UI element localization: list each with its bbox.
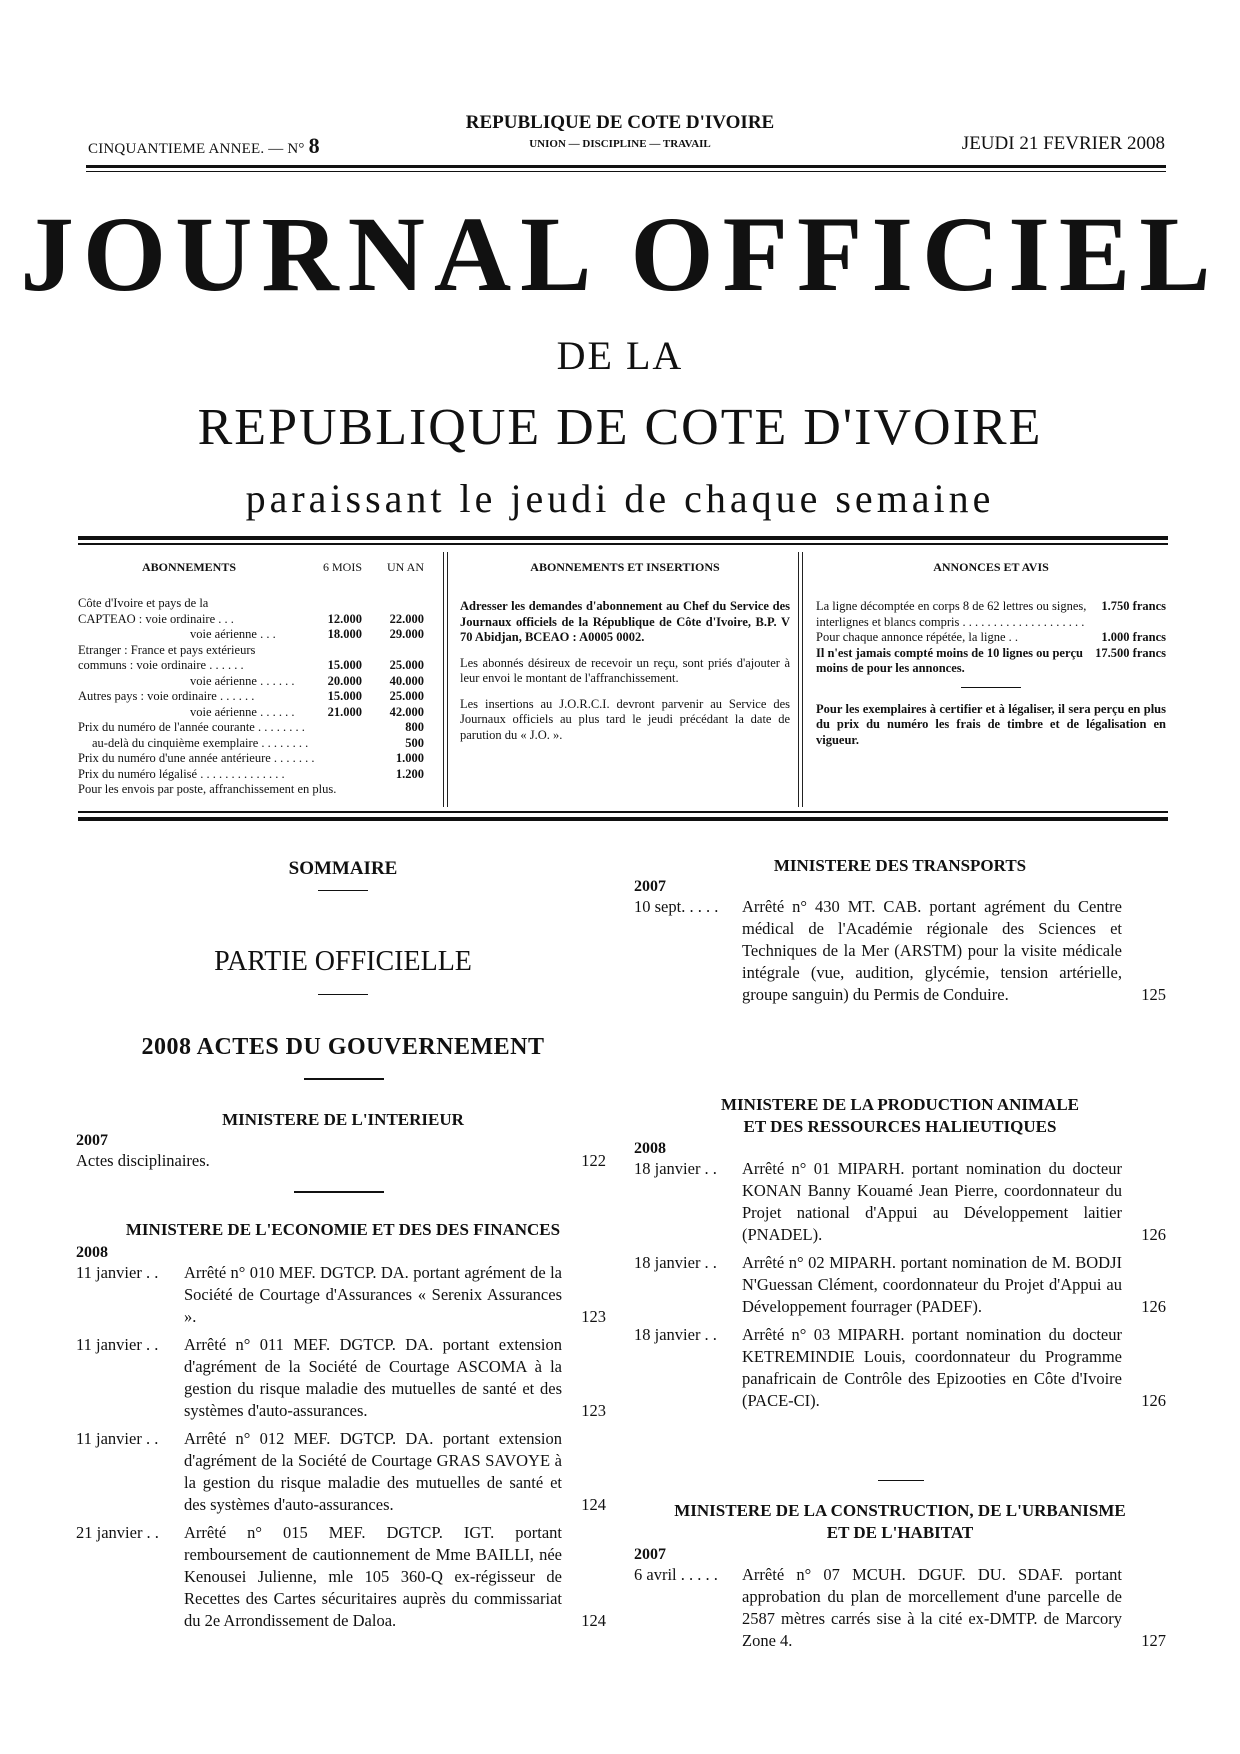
prix-value: 800 [405, 720, 424, 734]
construction-year: 2007 [634, 1546, 666, 1563]
list-item[interactable] [634, 1324, 1166, 1412]
annonces-divider [961, 687, 1021, 688]
tarif-row [78, 689, 424, 705]
actes-gouvernement: 2008 ACTES DU GOUVERNEMENT [141, 1034, 545, 1060]
issue-year-label: CINQUANTIEME ANNEE. — N° [88, 141, 305, 157]
ministere-economie-title: MINISTERE DE L'ECONOMIE ET DES DES FINANCES [125, 1220, 561, 1239]
insertions-address: Adresser les demandes d'abonnement au Chef du Service des Journaux officiels de la République de Côte d'Ivoire, B.P. V 70 Abidjan, BCEAO : A0005 0002. [460, 599, 790, 644]
list-item[interactable] [634, 1252, 1166, 1318]
prix-label: Prix du numéro d'une année antérieure . . . . . . . [78, 751, 315, 765]
partie-officielle: PARTIE OFFICIELLE [214, 946, 472, 977]
entry-text: Arrêté n° 02 MIPARH. portant nomination de M. BODJI N'Guessan Clément, coordonnateur du Projet d'Appui au Développement fourrager (PADEF). [742, 1253, 1122, 1316]
republic-header [440, 112, 800, 150]
production-rule [878, 1480, 924, 1481]
prix-label: Prix du numéro légalisé . . . . . . . . . . . . . . [78, 766, 285, 781]
prix-row [78, 736, 424, 752]
tarif-6mois [300, 643, 362, 659]
entry-date: 11 janvier . . [76, 1263, 159, 1282]
entry-date: 11 janvier . . [76, 1429, 159, 1448]
ministere-transports [634, 878, 1166, 1012]
ministere-interieur [76, 1132, 606, 1172]
envois-note: Pour les envois par poste, affranchissement en plus. [78, 782, 337, 796]
insertions-panel [460, 560, 790, 753]
tarif-row [78, 674, 424, 690]
tarif-6mois: 15.000 [327, 658, 362, 672]
entry-text: Actes disciplinaires. [76, 1151, 210, 1170]
economie-list [76, 1262, 606, 1632]
national-motto: UNION — DISCIPLINE — TRAVAIL [529, 138, 711, 150]
box-rule-top [78, 536, 1168, 540]
issue-number [88, 133, 320, 159]
annonces-legalisation: Pour les exemplaires à certifier et à légaliser, il sera perçu en plus du prix du numéro les frais de timbre et de légalisation en vigueur. [816, 701, 1166, 747]
entry-date: 10 sept. . . . . [634, 897, 719, 916]
abonnements-rows [78, 596, 424, 720]
tarif-label: communs : voie ordinaire . . . . . . [78, 658, 244, 672]
prix-row [78, 767, 424, 783]
col-un-an: UN AN [386, 560, 424, 574]
tarif-6mois: 15.000 [327, 689, 362, 703]
production-title-line1: MINISTERE DE LA PRODUCTION ANIMALE [721, 1095, 1079, 1114]
issue-date: JEUDI 21 FEVRIER 2008 [961, 133, 1165, 154]
tarif-6mois: 12.000 [327, 611, 362, 626]
tarif-row [78, 658, 424, 674]
annonce-ligne-label: La ligne décomptée en corps 8 de 62 lettres ou signes, interlignes et blancs compris . . . . . . . . . . . . . . . . . . . . [816, 599, 1087, 629]
box-rule-bottom [78, 811, 1168, 813]
entry-text: Arrêté n° 01 MIPARH. portant nomination du docteur KONAN Banny Kouamé Jean Pierre, coordonnateur du Projet national d'Appui au Développement laitier (PNADEL). [742, 1159, 1122, 1244]
entry-text: Arrêté n° 012 MEF. DGTCP. DA. portant extension d'agrément de la Société de Courtage GRAS SAVOYE à la gestion du risque maladie des mutuelles de santé et des systèmes d'auto-assurances. [184, 1429, 562, 1514]
box-divider-2b [802, 552, 803, 807]
ministere-production-title [630, 1094, 1170, 1138]
prix-row [78, 720, 424, 736]
annonce-repetee-prix: 1.000 francs [1101, 630, 1166, 644]
tarif-row [78, 612, 424, 628]
ministere-construction-title [630, 1500, 1170, 1544]
partie-rule [318, 994, 368, 995]
tarif-un-an [362, 596, 424, 612]
ministere-production [634, 1140, 1166, 1418]
ministere-construction [634, 1546, 1166, 1658]
insertions-head: ABONNEMENTS ET INSERTIONS [530, 560, 720, 574]
annonce-repetee-label: Pour chaque annonce répétée, la ligne . . [816, 630, 1018, 644]
box-divider-1 [443, 552, 444, 807]
prix-label: Prix du numéro de l'année courante . . . . . . . . [78, 720, 305, 734]
entry-text: Arrêté n° 03 MIPARH. portant nomination du docteur KETREMINDIE Louis, coordonnateur du Programme panafricain de Contrôle des Epizooties en Côte d'Ivoire (PACE-CI). [742, 1325, 1122, 1410]
tarif-un-an: 40.000 [389, 673, 424, 688]
masthead-republic: REPUBLIQUE DE COTE D'IVOIRE [197, 399, 1043, 456]
production-year: 2008 [634, 1140, 666, 1157]
tarif-un-an: 25.000 [389, 658, 424, 672]
annonce-ligne-prix: 1.750 francs [1101, 599, 1166, 613]
tarif-6mois: 20.000 [327, 673, 362, 688]
box-rule-top2 [78, 543, 1168, 545]
prix-value: 500 [405, 735, 424, 750]
insertions-delai: Les insertions au J.O.R.C.I. devront parvenir au Service des Journaux officiels au plus tard le jeudi précédant la date de parution du « J.O. ». [460, 696, 790, 742]
annonces-head: ANNONCES ET AVIS [933, 560, 1049, 574]
list-item[interactable] [76, 1150, 606, 1172]
tarif-row [78, 596, 424, 612]
insertions-recu: Les abonnés désireux de recevoir un reçu, sont priés d'ajouter à leur envoi le montant de l'affranchissement. [460, 655, 790, 685]
tarif-row [78, 705, 424, 721]
entry-date: 11 janvier . . [76, 1335, 159, 1354]
entry-page: 126 [1141, 1391, 1166, 1410]
masthead-subtitle: paraissant le jeudi de chaque semaine [245, 476, 995, 521]
entry-text: Arrêté n° 015 MEF. DGTCP. IGT. portant remboursement de cautionnement de Mme BAILLI, née Kenousei Julienne, mle 105 360-Q ex-régisseur de Recettes des Cartes sécuritaires auprès du commissariat du 2e Arrondissement de Daloa. [184, 1523, 562, 1630]
annonce-minimum-prix: 17.500 francs [1095, 645, 1166, 660]
box-divider-1b [447, 552, 448, 807]
entry-page: 125 [1141, 985, 1166, 1004]
entry-page: 124 [581, 1611, 606, 1630]
entry-text: Arrêté n° 010 MEF. DGTCP. DA. portant agrément de la Société de Courtage d'Assurances « Serenix Assurances ». [184, 1263, 562, 1326]
transports-list [634, 896, 1166, 1006]
entry-page: 122 [581, 1151, 606, 1170]
prix-value: 1.200 [395, 766, 424, 781]
annonce-minimum-label: Il n'est jamais compté moins de 10 lignes ou perçu moins de pour les annonces. [816, 645, 1084, 675]
tarif-un-an [362, 643, 424, 659]
issue-number-value: 8 [308, 133, 320, 158]
entry-text: Arrêté n° 430 MT. CAB. portant agrément du Centre médical de l'Académie régionale des Sciences et Techniques de la Mer (ARSTM) pour la visite médicale intégrale (vue, audition, glycémie, tension artérielle, groupe sanguin) du Permis de Conduire. [742, 897, 1122, 1004]
production-list [634, 1158, 1166, 1412]
tarif-6mois: 18.000 [327, 627, 362, 641]
sommaire-title: SOMMAIRE [288, 858, 398, 879]
masthead-de-la: DE LA [556, 333, 684, 378]
tarif-label: Etranger : France et pays extérieurs [78, 642, 256, 657]
construction-title-line1: MINISTERE DE LA CONSTRUCTION, DE L'URBANISME [674, 1501, 1126, 1520]
prix-label: au-delà du cinquième exemplaire . . . . . . . . [92, 735, 309, 750]
actes-rule [304, 1078, 384, 1080]
tarif-un-an: 22.000 [389, 611, 424, 626]
interieur-year: 2007 [76, 1132, 108, 1149]
list-item[interactable] [76, 1262, 606, 1328]
entry-page: 127 [1141, 1631, 1166, 1650]
republic-name: REPUBLIQUE DE COTE D'IVOIRE [465, 112, 775, 133]
tarif-label: voie aérienne . . . . . . [190, 673, 295, 688]
production-title-line2: ET DES RESSOURCES HALIEUTIQUES [743, 1117, 1057, 1136]
abonnements-panel [78, 560, 424, 798]
entry-page: 123 [581, 1401, 606, 1420]
tarif-un-an: 25.000 [389, 689, 424, 703]
tarif-row [78, 627, 424, 643]
list-item[interactable] [76, 1334, 606, 1422]
tarif-6mois: 21.000 [327, 704, 362, 719]
header-rule-thin [86, 171, 1166, 172]
abonnements-head: ABONNEMENTS [141, 560, 236, 574]
list-item[interactable] [634, 1564, 1166, 1652]
tarif-label: voie aérienne . . . . . . [190, 704, 295, 719]
list-item[interactable] [634, 1158, 1166, 1246]
list-item[interactable] [76, 1428, 606, 1516]
list-item[interactable] [76, 1522, 606, 1632]
list-item[interactable] [634, 896, 1166, 1006]
entry-page: 124 [581, 1495, 606, 1514]
sommaire-rule [318, 890, 368, 891]
tarif-row [78, 643, 424, 659]
header-rule-top [86, 165, 1166, 168]
box-rule-bottom2 [78, 817, 1168, 821]
entry-date: 18 janvier . . [634, 1325, 717, 1344]
entry-page: 126 [1141, 1225, 1166, 1244]
prix-rows [78, 720, 424, 782]
tarif-un-an: 42.000 [389, 704, 424, 719]
entry-page: 126 [1141, 1297, 1166, 1316]
tarif-6mois [300, 596, 362, 612]
entry-text: Arrêté n° 07 MCUH. DGUF. DU. SDAF. portant approbation du plan de morcellement d'une parcelle de 2587 mètres carrés sise à la cité ex-DMTP. de Marcory Zone 4. [742, 1565, 1122, 1650]
entry-date: 18 janvier . . [634, 1159, 717, 1178]
transports-year: 2007 [634, 878, 666, 895]
tarif-label: Côte d'Ivoire et pays de la [78, 596, 209, 610]
construction-title-line2: ET DE L'HABITAT [826, 1523, 974, 1542]
interieur-rule [294, 1191, 384, 1193]
entry-text: Arrêté n° 011 MEF. DGTCP. DA. portant extension d'agrément de la Société de Courtage ASCOMA à la gestion du risque maladie des mutuelles de santé et des systèmes d'auto-assurances. [184, 1335, 562, 1420]
construction-list [634, 1564, 1166, 1652]
journal-title: JOURNAL OFFICIEL [20, 196, 1220, 314]
tarif-label: voie aérienne . . . [190, 627, 276, 641]
entry-date: 18 janvier . . [634, 1253, 717, 1272]
col-6mois: 6 MOIS [322, 560, 362, 574]
prix-value: 1.000 [395, 751, 424, 765]
tarif-label: CAPTEAO : voie ordinaire . . . [78, 611, 234, 626]
ministere-transports-title: MINISTERE DES TRANSPORTS [773, 856, 1027, 875]
box-divider-2 [798, 552, 799, 807]
ministere-interieur-title: MINISTERE DE L'INTERIEUR [222, 1110, 464, 1129]
economie-year: 2008 [76, 1244, 108, 1261]
tarif-label: Autres pays : voie ordinaire . . . . . . [78, 689, 255, 703]
entry-date: 6 avril . . . . . [634, 1565, 718, 1584]
entry-page: 123 [581, 1307, 606, 1326]
prix-row [78, 751, 424, 767]
annonces-panel [816, 560, 1166, 748]
tarif-un-an: 29.000 [389, 627, 424, 641]
ministere-economie [76, 1244, 606, 1638]
entry-date: 21 janvier . . [76, 1523, 159, 1542]
